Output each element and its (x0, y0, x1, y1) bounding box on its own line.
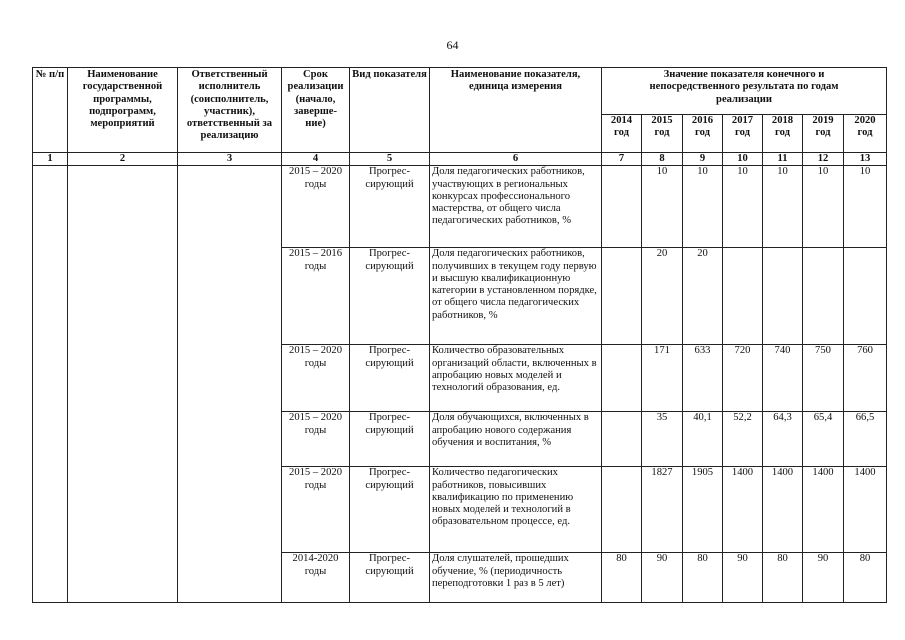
value-cell (602, 248, 642, 345)
value-cell: 90 (723, 553, 763, 603)
header-col-values: Значение показателя конечного и непосредственного результата по годам реализации (602, 68, 887, 115)
value-cell: 65,4 (803, 412, 844, 467)
value-cell (844, 248, 887, 345)
indicator-name-cell: Доля педагогических работников, получивших в текущем году первую и высшую квалификационную категории в установленном порядке, от общего числа педагогических работников, % (430, 248, 602, 345)
column-number-row (33, 153, 887, 166)
column-number: 11 (763, 153, 803, 166)
value-cell: 80 (844, 553, 887, 603)
value-cell (602, 166, 642, 248)
header-year: 2019 год (803, 115, 844, 153)
value-cell: 1905 (683, 467, 723, 553)
value-cell: 10 (642, 166, 683, 248)
value-cell: 740 (763, 345, 803, 412)
indicator-type-cell: Прогрес-сирующий (350, 345, 430, 412)
value-cell: 90 (803, 553, 844, 603)
value-cell: 10 (844, 166, 887, 248)
value-cell (723, 248, 763, 345)
column-number: 13 (844, 153, 887, 166)
header-col-number: № п/п (33, 68, 68, 153)
row-number-cell (33, 166, 68, 603)
indicator-type-cell: Прогрес-сирующий (350, 248, 430, 345)
value-cell (803, 248, 844, 345)
value-cell: 20 (642, 248, 683, 345)
header-col-name: Наименование государственной программы, подпрограмм, мероприятий (68, 68, 178, 153)
column-number: 8 (642, 153, 683, 166)
term-cell: 2014-2020 годы (282, 553, 350, 603)
term-cell: 2015 – 2020 годы (282, 412, 350, 467)
value-cell: 1400 (844, 467, 887, 553)
header-col-term: Срок реализации (начало, заверше-ние) (282, 68, 350, 153)
value-cell: 90 (642, 553, 683, 603)
column-number: 12 (803, 153, 844, 166)
column-number: 4 (282, 153, 350, 166)
indicator-name-cell: Доля слушателей, прошедших обучение, % (периодичность переподготовки 1 раз в 5 лет) (430, 553, 602, 603)
column-number: 9 (683, 153, 723, 166)
header-col-indicator: Наименование показателя, единица измерения (430, 68, 602, 153)
table-row (33, 166, 887, 248)
value-cell: 633 (683, 345, 723, 412)
value-cell: 66,5 (844, 412, 887, 467)
indicator-name-cell: Доля педагогических работников, участвующих в региональных конкурсах профессионального мастерства, от общего числа педагогических работников, % (430, 166, 602, 248)
header-year: 2015 год (642, 115, 683, 153)
value-cell: 1400 (803, 467, 844, 553)
header-year: 2018 год (763, 115, 803, 153)
value-cell: 10 (723, 166, 763, 248)
header-year: 2014 год (602, 115, 642, 153)
value-cell: 1400 (763, 467, 803, 553)
value-cell: 35 (642, 412, 683, 467)
column-number: 6 (430, 153, 602, 166)
header-year: 2017 год (723, 115, 763, 153)
value-cell: 720 (723, 345, 763, 412)
value-cell (763, 248, 803, 345)
value-cell: 171 (642, 345, 683, 412)
header-col-type: Вид показателя (350, 68, 430, 153)
column-number: 3 (178, 153, 282, 166)
column-number: 10 (723, 153, 763, 166)
value-cell: 40,1 (683, 412, 723, 467)
indicator-type-cell: Прогрес-сирующий (350, 467, 430, 553)
value-cell: 10 (803, 166, 844, 248)
indicator-name-cell: Доля обучающихся, включенных в апробацию нового содержания обучения и воспитания, % (430, 412, 602, 467)
indicator-name-cell: Количество педагогических работников, повысивших квалификацию по применению новых моделей и технологий в образовательном процессе, ед. (430, 467, 602, 553)
term-cell: 2015 – 2020 годы (282, 345, 350, 412)
indicator-type-cell: Прогрес-сирующий (350, 412, 430, 467)
column-number: 2 (68, 153, 178, 166)
header-year: 2020 год (844, 115, 887, 153)
term-cell: 2015 – 2020 годы (282, 467, 350, 553)
page-number: 64 (446, 38, 459, 52)
value-cell (602, 467, 642, 553)
value-cell: 80 (763, 553, 803, 603)
header-col-executor: Ответственный исполнитель (соисполнитель, участник), ответственный за реализацию (178, 68, 282, 153)
value-cell: 80 (602, 553, 642, 603)
value-cell: 80 (683, 553, 723, 603)
term-cell: 2015 – 2020 годы (282, 166, 350, 248)
column-number: 5 (350, 153, 430, 166)
program-name-cell (68, 166, 178, 603)
value-cell: 1827 (642, 467, 683, 553)
header-year: 2016 год (683, 115, 723, 153)
value-cell: 52,2 (723, 412, 763, 467)
value-cell: 20 (683, 248, 723, 345)
indicators-table (32, 67, 887, 603)
column-number: 7 (602, 153, 642, 166)
value-cell: 10 (683, 166, 723, 248)
value-cell: 64,3 (763, 412, 803, 467)
executor-cell (178, 166, 282, 603)
indicator-type-cell: Прогрес-сирующий (350, 166, 430, 248)
indicator-type-cell: Прогрес-сирующий (350, 553, 430, 603)
value-cell (602, 345, 642, 412)
value-cell: 1400 (723, 467, 763, 553)
value-cell: 760 (844, 345, 887, 412)
value-cell: 10 (763, 166, 803, 248)
column-number: 1 (33, 153, 68, 166)
term-cell: 2015 – 2016 годы (282, 248, 350, 345)
value-cell (602, 412, 642, 467)
indicator-name-cell: Количество образовательных организаций области, включенных в апробацию новых моделей и технологий образования, ед. (430, 345, 602, 412)
value-cell: 750 (803, 345, 844, 412)
